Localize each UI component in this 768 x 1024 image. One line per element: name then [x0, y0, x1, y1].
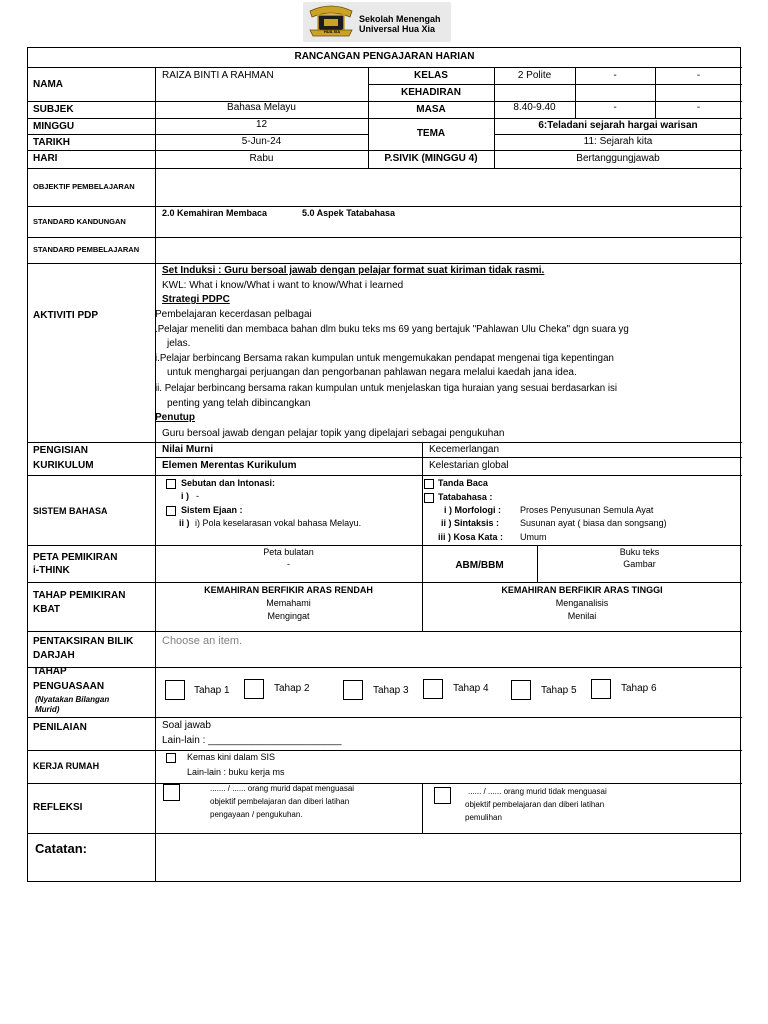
refleksi-tidak-2: objektif pembelajaran dan diberi latihan: [465, 800, 605, 809]
tajuk-value: 11: Sejarah kita: [583, 136, 653, 147]
penilaian-label: PENILAIAN: [33, 722, 87, 733]
aktiviti-line-3b: untuk menghargai perjuangan dan pengorbanan pahlawan negara melalui kaedah jana idea.: [167, 367, 577, 378]
abm-value-2: Gambar: [623, 559, 656, 569]
nilai-murni-value: Kecemerlangan: [429, 444, 500, 455]
objektif-label: OBJEKTIF PEMBELAJARAN: [33, 182, 135, 191]
standard-kandungan-label: STANDARD KANDUNGAN: [33, 217, 126, 226]
tema-label: TEMA: [416, 128, 446, 139]
tatabahasa-checkbox[interactable]: [424, 493, 434, 503]
psivik-value: Bertanggungjawab: [576, 153, 660, 164]
aktiviti-line-3: i.Pelajar berbincang Bersama rakan kumpulan untuk mengemukakan pendapat mengenai tiga kepentingan: [155, 353, 614, 364]
subjek-label: SUBJEK: [33, 104, 74, 115]
tahap-6-box[interactable]: [591, 679, 611, 699]
sebutan-i: i ): [181, 491, 189, 501]
kbat-tinggi-value-2: Menilai: [567, 611, 597, 621]
sistem-bahasa-label: SISTEM BAHASA: [33, 506, 108, 516]
masa-dash-1: -: [613, 102, 617, 113]
abm-value-1: Buku teks: [619, 547, 660, 557]
tahap-2-box[interactable]: [244, 679, 264, 699]
tahap-4-box[interactable]: [423, 679, 443, 699]
kbat-tinggi-heading: KEMAHIRAN BERFIKIR ARAS TINGGI: [501, 585, 663, 595]
kbat-label-1: TAHAP PEMIKIRAN: [33, 590, 126, 601]
pentaksiran-label-2: DARJAH: [33, 650, 75, 661]
peta-value: Peta bulatan: [263, 547, 314, 557]
subjek-value: Bahasa Melayu: [227, 102, 296, 113]
nama-value: RAIZA BINTI A RAHMAN: [162, 70, 274, 81]
pentaksiran-dropdown[interactable]: Choose an item.: [162, 635, 243, 647]
peta-dash: -: [287, 559, 290, 569]
sintaksis-label: ii ) Sintaksis :: [441, 518, 500, 528]
lesson-plan-table: [27, 47, 741, 882]
kbat-rendah-value-2: Mengingat: [267, 611, 310, 621]
penilaian-value-2: Lain-lain : ________________________: [162, 735, 342, 746]
refleksi-dapat-3: pengayaan / pengukuhan.: [210, 810, 303, 819]
psivik-label: P.SIVIK (MINGGU 4): [384, 153, 478, 164]
refleksi-tidak-3: pemulihan: [465, 813, 502, 822]
tahap-1-label: Tahap 1: [194, 685, 230, 696]
tahap-3-label: Tahap 3: [373, 685, 409, 696]
tahap-label-1: TAHAP: [33, 666, 67, 677]
tarikh-label: TARIKH: [33, 137, 71, 148]
kbat-rendah-heading: KEMAHIRAN BERFIKIR ARAS RENDAH: [204, 585, 373, 595]
tahap-label-2: PENGUASAAN: [33, 681, 105, 692]
ejaan-checkbox[interactable]: [166, 506, 176, 516]
penilaian-value-1: Soal jawab: [162, 720, 211, 731]
kbat-label-2: KBAT: [33, 604, 61, 615]
school-name-line1: Sekolah Menengah: [359, 14, 441, 24]
tanda-baca-checkbox[interactable]: [424, 479, 434, 489]
aktiviti-line-1: Pembelajaran kecerdasan pelbagai: [155, 309, 312, 320]
sebutan-checkbox[interactable]: [166, 479, 176, 489]
kelas-label: KELAS: [414, 70, 448, 81]
ejaan-ii-value: i) Pola keselarasan vokal bahasa Melayu.: [195, 518, 362, 528]
tema-value: 6:Teladani sejarah hargai warisan: [538, 120, 698, 131]
kerja-rumah-value-2: Lain-lain : buku kerja ms: [187, 767, 285, 777]
refleksi-tidak-box[interactable]: [434, 787, 451, 804]
aktiviti-line-4: ii. Pelajar berbincang bersama rakan kumpulan untuk menjelaskan tiga huraian yang sesuai berdasarkan isi: [155, 383, 618, 394]
strategi-heading: Strategi PDPC: [162, 294, 230, 305]
sintaksis-value: Susunan ayat ( biasa dan songsang): [520, 518, 667, 528]
set-induksi: Set Induksi : Guru bersoal jawab dengan pelajar format suat kiriman tidak rasmi.: [162, 265, 545, 276]
refleksi-label: REFLEKSI: [33, 802, 83, 813]
refleksi-dapat-2: objektif pembelajaran dan diberi latihan: [210, 797, 350, 806]
masa-dash-2: -: [696, 102, 701, 113]
tahap-1-box[interactable]: [165, 680, 185, 700]
tahap-3-box[interactable]: [343, 680, 363, 700]
tahap-2-label: Tahap 2: [274, 683, 310, 694]
peta-label-2: i-THINK: [33, 565, 70, 576]
emk-value: Kelestarian global: [429, 460, 509, 471]
tahap-note-2: Murid): [35, 705, 60, 714]
hari-label: HARI: [33, 153, 58, 164]
crest-text: HUA XIA: [323, 29, 341, 34]
nama-label: NAMA: [33, 79, 63, 90]
emk-label: Elemen Merentas Kurikulum: [162, 460, 297, 471]
kelas-dash-2: -: [696, 70, 701, 81]
kerja-rumah-value-1: Kemas kini dalam SIS: [187, 752, 276, 762]
standard-pembelajaran-label: STANDARD PEMBELAJARAN: [33, 245, 140, 254]
kerja-rumah-checkbox[interactable]: [166, 753, 176, 763]
aktiviti-line-2b: jelas.: [167, 338, 191, 349]
kosakata-value: Umum: [520, 532, 547, 542]
kelas-value: 2 Polite: [517, 70, 552, 81]
standard-kandungan-value-1: 2.0 Kemahiran Membaca: [162, 208, 268, 218]
school-crest-icon: [306, 3, 356, 41]
penutup-text: Guru bersoal jawab dengan pelajar topik yang dipelajari sebagai pengukuhan: [162, 428, 505, 439]
tahap-5-box[interactable]: [511, 680, 531, 700]
pentaksiran-label-1: PENTAKSIRAN BILIK: [33, 636, 134, 647]
refleksi-tidak-1: ...... / ...... orang murid tidak menguasai: [468, 787, 607, 796]
peta-label-1: PETA PEMIKIRAN: [33, 552, 118, 563]
kosakata-label: iii ) Kosa Kata :: [438, 532, 504, 542]
sebutan-i-value: -: [196, 491, 199, 501]
refleksi-dapat-1: ....... / ...... orang murid dapat menguasai: [210, 784, 355, 793]
school-logo-banner: [303, 2, 451, 42]
kerja-rumah-label: KERJA RUMAH: [33, 761, 100, 771]
masa-label: MASA: [416, 104, 446, 115]
ejaan-ii: ii ): [179, 518, 190, 528]
kbat-tinggi-value-1: Menganalisis: [555, 598, 609, 608]
kehadiran-label: KEHADIRAN: [401, 87, 461, 98]
ejaan-label: Sistem Ejaan :: [181, 505, 243, 515]
aktiviti-label: AKTIVITI PDP: [33, 310, 99, 321]
kelas-dash-1: -: [613, 70, 617, 81]
kbat-rendah-value-1: Memahami: [266, 598, 311, 608]
morfologi-value: Proses Penyusunan Semula Ayat: [520, 505, 654, 515]
pengisian-label-2: KURIKULUM: [33, 460, 94, 471]
school-name-line2: Universal Hua Xia: [359, 24, 436, 34]
aktiviti-line-4b: penting yang telah dibincangkan: [167, 398, 311, 409]
tatabahasa-label: Tatabahasa :: [438, 492, 493, 502]
penutup-heading: Penutup: [155, 412, 195, 423]
catatan-label: Catatan:: [35, 841, 88, 856]
tanda-baca-label: Tanda Baca: [438, 478, 488, 488]
aktiviti-line-2: .Pelajar meneliti dan membaca bahan dlm buku teks ms 69 yang bertajuk "Pahlawan Ulu Cheka" dgn suara yg: [155, 324, 629, 335]
page-title: RANCANGAN PENGAJARAN HARIAN: [294, 51, 475, 62]
tahap-6-label: Tahap 6: [621, 683, 657, 694]
kwl-text: KWL: What i know/What i want to know/What i learned: [162, 280, 404, 291]
hari-value: Rabu: [249, 153, 274, 164]
tahap-5-label: Tahap 5: [541, 685, 577, 696]
pengisian-label-1: PENGISIAN: [33, 445, 89, 456]
morfologi-label: i ) Morfologi :: [444, 505, 501, 515]
standard-kandungan-value-2: 5.0 Aspek Tatabahasa: [302, 208, 396, 218]
tahap-note-1: (Nyatakan Bilangan: [35, 695, 110, 704]
tahap-4-label: Tahap 4: [453, 683, 489, 694]
masa-value: 8.40-9.40: [513, 102, 556, 113]
refleksi-dapat-box[interactable]: [163, 784, 180, 801]
minggu-value: 12: [255, 119, 268, 130]
minggu-label: MINGGU: [33, 121, 75, 132]
sebutan-label: Sebutan dan Intonasi:: [181, 478, 276, 488]
abm-label: ABM/BBM: [455, 560, 504, 571]
nilai-murni-label: Nilai Murni: [162, 444, 214, 455]
tarikh-value: 5-Jun-24: [241, 136, 282, 147]
